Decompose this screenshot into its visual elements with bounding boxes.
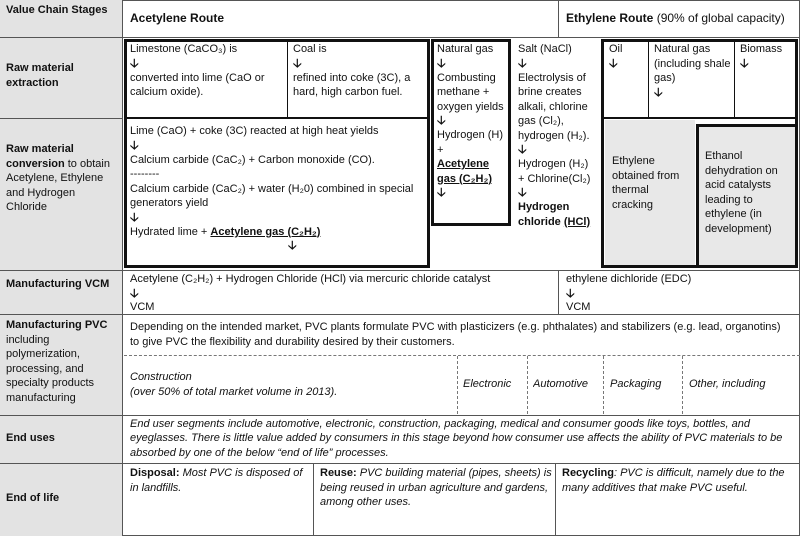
hcl-formula: (HCl) (563, 215, 591, 228)
down-arrow-icon: 🡣 (740, 55, 749, 69)
row-label-manufacturing-pvc (0, 314, 123, 415)
down-arrow-icon: 🡣 (566, 285, 575, 300)
acetylene-gas-label: Acetylene gas (C₂H₂) (437, 158, 492, 185)
vcm-ethylene-cell (566, 272, 796, 314)
conversion-line-3: Calcium carbide (CaC₂) + water (H₂0) combined in special generators yield (130, 182, 414, 210)
conversion-line-2: Calcium carbide (CaC₂) + Carbon monoxide (CO). (130, 153, 375, 166)
row-label-end-uses: End uses (0, 415, 123, 463)
hydrated-lime-text: Hydrated lime + (130, 225, 211, 238)
eol-disposal (130, 466, 310, 495)
row-label-end-of-life: End of life (0, 463, 123, 536)
biomass-cell (740, 42, 796, 69)
header-acetylene-route: Acetylene Route (130, 11, 225, 25)
pvc-electronic: Electronic (463, 378, 512, 390)
down-arrow-icon: 🡣 (130, 209, 139, 224)
natural-gas-text: Combusting methane + oxygen yields (437, 71, 504, 113)
eol-recycling (562, 466, 797, 495)
biomass-title: Biomass (740, 43, 783, 55)
down-arrow-icon: 🡣 (518, 142, 527, 157)
conversion-line-4 (130, 225, 426, 240)
thermal-cracking-text: Ethylene obtained from thermal cracking (612, 155, 680, 211)
down-arrow-icon: 🡣 (437, 55, 446, 70)
construction-label: Construction (130, 371, 192, 383)
coal-text: refined into coke (3C), a hard, high carbon fuel. (293, 71, 411, 99)
vcm-label-2: VCM (566, 300, 591, 313)
raw-conversion-label: Raw material conversion (6, 143, 74, 170)
natural-gas-cell (437, 42, 509, 198)
limestone-text: converted into lime (CaO or calcium oxide). (130, 71, 265, 99)
ethanol-dehydration-text: Ethanol dehydration on acid catalysts leading to ethylene (in development) (705, 150, 778, 235)
down-arrow-icon: 🡣 (437, 185, 446, 199)
row-label-manufacturing-vcm: Manufacturing VCM (0, 270, 123, 314)
coal-cell (293, 42, 427, 100)
down-arrow-icon: 🡣 (130, 137, 139, 152)
conversion-line-1: Lime (CaO) + coke (3C) reacted at high heat yields (130, 125, 379, 137)
vcm-ethylene-text: ethylene dichloride (EDC) (566, 273, 692, 285)
disposal-label: Disposal: (130, 467, 180, 479)
ethanol-dehydration-cell (699, 127, 795, 265)
down-arrow-icon: 🡣 (437, 113, 446, 128)
oil-cell (609, 42, 647, 69)
manufacturing-pvc-sublabel: including polymerization, processing, and specialty products manufacturing (6, 333, 95, 404)
recycling-label: Recycling (562, 467, 614, 479)
vcm-acetylene-cell (130, 272, 555, 314)
down-arrow-icon: 🡣 (609, 55, 618, 69)
pvc-description: Depending on the intended market, PVC plants formulate PVC with plasticizers (e.g. phthalates) and stabilizers (e.g. lead, organotins) to give PVC the flexibility and durability desired by their customers. (130, 321, 781, 348)
oil-title: Oil (609, 43, 623, 55)
pvc-construction (130, 370, 450, 399)
ethylene-route-note: (90% of global capacity) (653, 11, 785, 25)
recycling-text: : PVC is difficult, namely due to the many additives that make PVC useful. (562, 467, 785, 494)
hydrogen-text: Hydrogen (H) + (437, 129, 504, 156)
row-label-raw-conversion (0, 118, 123, 270)
coal-title: Coal is (293, 43, 327, 55)
natural-gas-shale-cell (654, 42, 732, 98)
vcm-label-1: VCM (130, 300, 155, 313)
down-arrow-icon: 🡣 (130, 285, 139, 300)
vcm-acetylene-text: Acetylene (C₂H₂) + Hydrogen Chloride (HCl) via mercuric chloride catalyst (130, 273, 491, 285)
down-arrow-icon: 🡣 (518, 185, 527, 200)
salt-title: Salt (NaCl) (518, 43, 572, 55)
reuse-text: PVC building material (pipes, sheets) is being reused in urban agriculture and gardens, among other uses. (320, 467, 552, 509)
raw-conversion-sublabel: to obtain Acetylene, Ethylene and Hydrogen Chloride (6, 157, 110, 214)
limestone-cell (130, 42, 284, 100)
hydrogen-chloride-text (518, 200, 596, 229)
thermal-cracking-cell (605, 120, 695, 265)
down-arrow-icon: 🡣 (293, 55, 302, 70)
construction-note: (over 50% of total market volume in 2013). (130, 385, 338, 398)
limestone-title: Limestone (CaCO₃) is (130, 43, 238, 55)
down-arrow-icon: 🡣 (654, 84, 663, 98)
down-arrow-icon: 🡣 (518, 55, 527, 70)
pvc-other: Other, including (689, 378, 766, 390)
row-label-raw-extraction: Raw material extraction (0, 37, 123, 118)
salt-text: Electrolysis of brine creates alkali, chlorine gas (Cl₂), hydrogen (H₂). (518, 71, 590, 142)
down-arrow-icon: 🡣 (130, 55, 139, 70)
natural-gas-shale-text: Natural gas (including shale gas) (654, 43, 731, 85)
carbide-process-cell (130, 124, 426, 251)
hcl-name: Hydrogen chloride (518, 201, 570, 228)
pvc-packaging: Packaging (610, 378, 662, 390)
eol-reuse (320, 466, 552, 510)
reuse-label: Reuse: (320, 467, 357, 479)
manufacturing-pvc-label: Manufacturing PVC (6, 319, 108, 331)
header-ethylene-route (566, 11, 798, 27)
ethylene-route-title: Ethylene Route (566, 11, 654, 25)
conversion-separator: -------- (130, 168, 160, 181)
natural-gas-title: Natural gas (437, 43, 494, 55)
row-label-stages: Value Chain Stages (0, 0, 123, 37)
acetylene-gas-text: Acetylene gas (C₂H₂) (210, 225, 321, 238)
down-arrow-icon: 🡣 (288, 238, 297, 252)
end-uses-text: End user segments include automotive, electronic, construction, packaging, medical and consumer goods like toys, bottles, and eyeglasses. There is little value added by consumers in this stage beyond how consumer use affects the ability of PVC materials to be absorbed by one of the below “end of life” processes. (130, 418, 783, 459)
pvc-automotive: Automotive (533, 378, 589, 390)
disposal-text: Most PVC is disposed of in landfills. (130, 467, 303, 494)
hydrogen-chlorine-text: Hydrogen (H₂) + Chlorine(Cl₂) (518, 158, 591, 185)
salt-cell (518, 42, 596, 229)
